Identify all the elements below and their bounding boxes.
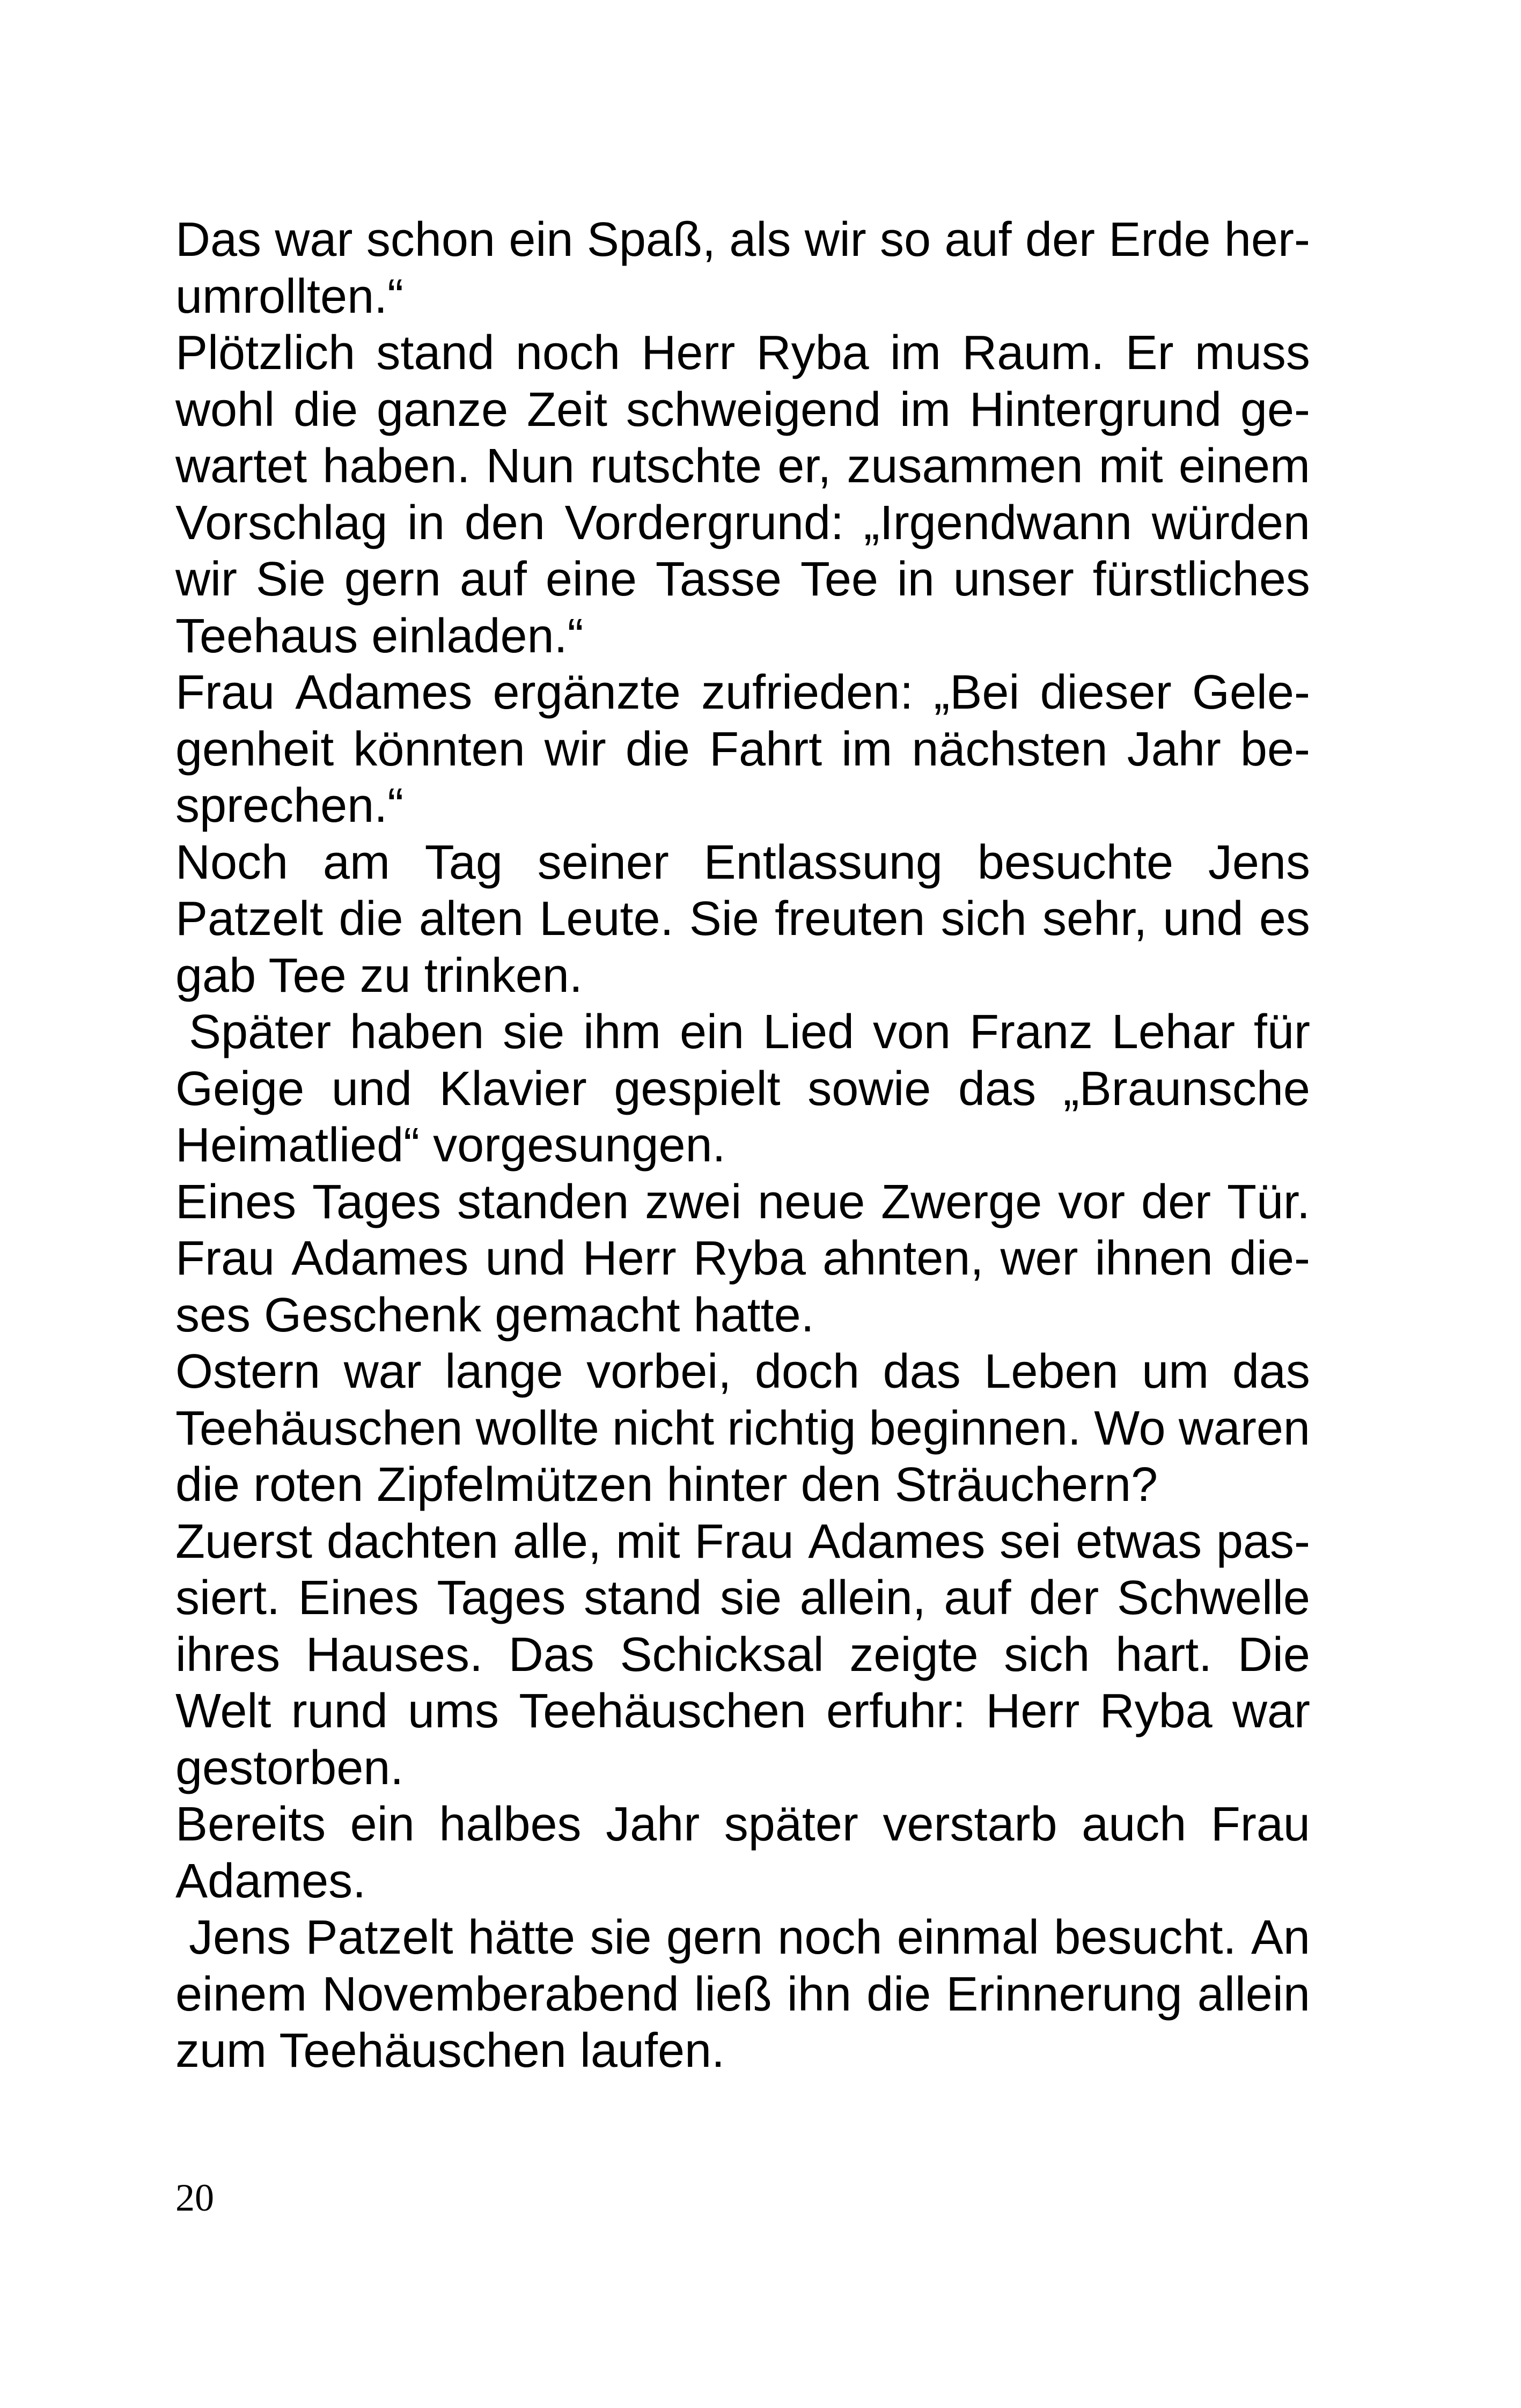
word: Zwerge xyxy=(881,1175,1042,1229)
word: Klavier xyxy=(439,1062,587,1116)
word: siert. xyxy=(175,1571,281,1625)
word: ums xyxy=(408,1684,499,1738)
word: erfuhr: xyxy=(826,1684,966,1738)
word: Herr xyxy=(986,1684,1080,1738)
text-line xyxy=(175,495,1310,552)
text-line: Heimatlied“ vorgesungen. xyxy=(175,1118,726,1172)
word: in xyxy=(897,553,935,606)
word: der xyxy=(1025,213,1096,267)
word: Jens xyxy=(175,1911,291,1964)
word: Später xyxy=(175,1005,332,1059)
word: die xyxy=(293,382,358,437)
word: Raum. xyxy=(962,326,1105,380)
word: Welt xyxy=(175,1684,271,1738)
text-line: die roten Zipfelmützen hinter den Sträuchern? xyxy=(175,1458,1158,1512)
word: Patzelt xyxy=(305,1911,453,1964)
word: Erinnerung xyxy=(946,1967,1182,2021)
word: zufrieden: xyxy=(701,666,914,719)
word: wir xyxy=(544,722,606,776)
word: von xyxy=(872,1005,951,1059)
word: wer xyxy=(1000,1232,1078,1285)
word: Jahr xyxy=(1127,722,1221,776)
word: wir xyxy=(175,553,237,606)
word: einmal xyxy=(897,1911,1039,1964)
word: lange xyxy=(445,1345,563,1398)
word: Novemberabend xyxy=(322,1967,679,2021)
word: könnten xyxy=(353,722,525,776)
word: alle, xyxy=(512,1514,601,1568)
word: ein xyxy=(350,1798,415,1851)
word: wir xyxy=(804,213,866,267)
word: rutschte xyxy=(590,439,762,493)
word: Noch xyxy=(175,835,289,889)
word: mit xyxy=(1098,439,1163,493)
word: Herr xyxy=(641,326,736,380)
text-line: gestorben. xyxy=(175,1741,404,1795)
word: Tages xyxy=(437,1571,566,1625)
text-line: Teehaus einladen.“ xyxy=(175,609,584,663)
word: standen xyxy=(457,1175,629,1229)
word: gern xyxy=(666,1911,763,1964)
word: später xyxy=(724,1798,858,1851)
word: Frau xyxy=(175,1232,275,1285)
word: Leute. xyxy=(539,892,674,946)
word: Hauses. xyxy=(305,1628,483,1682)
word: beginnen. xyxy=(869,1401,1081,1455)
word: ein xyxy=(509,213,574,267)
word: allein, xyxy=(799,1571,926,1625)
word: Lehar xyxy=(1111,1005,1236,1059)
text-line xyxy=(175,1796,1310,1853)
text-line: Adames. xyxy=(175,1854,366,1908)
word: sie xyxy=(719,1571,782,1625)
text-line xyxy=(175,1174,1310,1231)
word: er, xyxy=(777,439,832,493)
text-line: zum Teehäuschen laufen. xyxy=(175,2024,725,2078)
text-line: sprechen.“ xyxy=(175,779,404,833)
word: im xyxy=(900,382,951,437)
word: seiner xyxy=(537,835,669,889)
word: wartet xyxy=(175,439,307,493)
word: es xyxy=(1259,892,1310,946)
word: würden xyxy=(1151,496,1310,550)
text-line xyxy=(175,212,1310,269)
word: Sie xyxy=(689,892,759,946)
text-line: umrollten.“ xyxy=(175,269,404,323)
text-line xyxy=(175,891,1310,948)
word: Tasse xyxy=(655,553,782,606)
text-line xyxy=(175,1401,1310,1457)
word: rund xyxy=(291,1684,388,1738)
word: sie xyxy=(503,1005,565,1059)
word: Schicksal xyxy=(620,1628,824,1682)
word: Tag xyxy=(424,835,503,889)
word: im xyxy=(890,326,941,380)
word: in xyxy=(407,496,445,550)
word: mit xyxy=(615,1514,680,1568)
word: allein xyxy=(1197,1967,1310,2021)
word: nächsten xyxy=(912,722,1108,776)
text-line xyxy=(175,1061,1310,1118)
text-line xyxy=(175,835,1310,892)
word: neue xyxy=(758,1175,865,1229)
word: der xyxy=(1141,1175,1211,1229)
word: stand xyxy=(584,1571,702,1625)
word: vor xyxy=(1058,1175,1126,1229)
word: Tages xyxy=(312,1175,442,1229)
word: „Braunsche xyxy=(1063,1062,1310,1116)
word: Sie xyxy=(255,553,326,606)
word: besucht. xyxy=(1054,1911,1237,1964)
word: alten xyxy=(418,892,524,946)
word: ihn xyxy=(787,1967,852,2021)
word: im xyxy=(841,722,893,776)
word: und xyxy=(331,1062,412,1116)
word: doch xyxy=(754,1345,860,1398)
word: Nun xyxy=(486,439,575,493)
word: Hintergrund xyxy=(969,382,1222,437)
word: am xyxy=(322,835,390,889)
word: muss xyxy=(1194,326,1310,380)
word: ein xyxy=(679,1005,745,1059)
word: Fahrt xyxy=(709,722,822,776)
word: Vordergrund: xyxy=(564,496,844,550)
word: war xyxy=(1232,1684,1310,1738)
word: Frau xyxy=(694,1514,794,1568)
word: um xyxy=(1142,1345,1209,1398)
word: vorbei, xyxy=(586,1345,732,1398)
word: hätte xyxy=(467,1911,576,1964)
word: Das xyxy=(175,213,262,267)
word: einem xyxy=(175,1967,307,2021)
word: pas- xyxy=(1216,1514,1310,1568)
word: Adames xyxy=(291,1232,469,1285)
word: wollte xyxy=(475,1401,599,1455)
word: etwas xyxy=(1075,1514,1202,1568)
word: be- xyxy=(1240,722,1310,776)
word: sich xyxy=(940,892,1027,946)
text-line: ses Geschenk gemacht hatte. xyxy=(175,1288,814,1342)
word: Das xyxy=(508,1628,594,1682)
word: Bereits xyxy=(175,1798,326,1851)
word: noch xyxy=(515,326,621,380)
word: Erde xyxy=(1108,213,1211,267)
word: freuten xyxy=(775,892,925,946)
word: Frau xyxy=(1210,1798,1310,1851)
word: Herr xyxy=(582,1232,677,1285)
word: Adames xyxy=(808,1514,986,1568)
word: Leben xyxy=(984,1345,1119,1398)
word: Lied xyxy=(762,1005,855,1059)
text-line xyxy=(175,1344,1310,1401)
word: Plötzlich xyxy=(175,326,356,380)
word: zeigte xyxy=(849,1628,979,1682)
word: Adames xyxy=(295,666,473,719)
word: Eines xyxy=(298,1571,419,1625)
word: das xyxy=(958,1062,1037,1116)
word: ergänzte xyxy=(493,666,681,719)
word: stand xyxy=(376,326,495,380)
word: auf xyxy=(944,213,1012,267)
word: ahnten, xyxy=(822,1232,984,1285)
word: Gele- xyxy=(1192,666,1310,719)
word: schweigend xyxy=(626,382,881,437)
word: Zuerst xyxy=(175,1514,313,1568)
text-line xyxy=(175,1627,1310,1684)
word: Ryba xyxy=(1099,1684,1213,1738)
word: das xyxy=(883,1345,961,1398)
word: „Irgendwann xyxy=(863,496,1133,550)
word: Die xyxy=(1237,1628,1310,1682)
text-line: gab Tee zu trinken. xyxy=(175,948,583,1003)
word: ganze xyxy=(376,382,509,437)
word: zwei xyxy=(645,1175,742,1229)
word: Jens xyxy=(1208,835,1310,889)
word: auf xyxy=(459,553,527,606)
word: Patzelt xyxy=(175,892,324,946)
word: die xyxy=(866,1967,931,2021)
word: Er xyxy=(1125,326,1174,380)
word: Ostern xyxy=(175,1345,321,1398)
word: ihnen xyxy=(1094,1232,1213,1285)
word: genheit xyxy=(175,722,334,776)
text-line xyxy=(175,1231,1310,1287)
word: sie xyxy=(590,1911,652,1964)
word: Vorschlag xyxy=(175,496,388,550)
word: so xyxy=(880,213,931,267)
word: hart. xyxy=(1115,1628,1213,1682)
word: Schwelle xyxy=(1116,1571,1310,1625)
word: Frau xyxy=(175,666,275,719)
text-line xyxy=(175,1910,1310,1967)
text-line xyxy=(175,1514,1310,1571)
word: einem xyxy=(1178,439,1310,493)
text-line xyxy=(175,1967,1310,2023)
word: nicht xyxy=(612,1401,715,1455)
word: halbes xyxy=(439,1798,582,1851)
word: Geige xyxy=(175,1062,305,1116)
word: ge- xyxy=(1240,382,1310,437)
word: Ryba xyxy=(693,1232,806,1285)
text-line xyxy=(175,325,1310,382)
word: ihres xyxy=(175,1628,281,1682)
word: gespielt xyxy=(614,1062,781,1116)
word: Eines xyxy=(175,1175,297,1229)
word: und xyxy=(485,1232,566,1285)
word: haben. xyxy=(322,439,471,493)
text-line xyxy=(175,721,1310,778)
word: waren xyxy=(1178,1401,1310,1455)
word: sowie xyxy=(807,1062,931,1116)
word: ließ xyxy=(694,1967,772,2021)
word: Zeit xyxy=(526,382,607,437)
word: her- xyxy=(1224,213,1310,267)
word: Jahr xyxy=(606,1798,700,1851)
word: die xyxy=(339,892,403,946)
text-line xyxy=(175,438,1310,495)
word: „Bei xyxy=(934,666,1020,719)
word: den xyxy=(464,496,545,550)
text-line xyxy=(175,382,1310,439)
word: noch xyxy=(777,1911,883,1964)
word: ihm xyxy=(583,1005,662,1059)
text-line xyxy=(175,1570,1310,1627)
word: als xyxy=(729,213,791,267)
word: besuchte xyxy=(977,835,1174,889)
word: eine xyxy=(545,553,637,606)
text-line xyxy=(175,665,1310,721)
word: das xyxy=(1232,1345,1310,1398)
word: wohl xyxy=(175,382,275,437)
word: auf xyxy=(944,1571,1011,1625)
word: Spaß, xyxy=(586,213,716,267)
word: Franz xyxy=(969,1005,1093,1059)
word: der xyxy=(1029,1571,1099,1625)
word: richtig xyxy=(727,1401,856,1455)
word: Teehäuschen xyxy=(175,1401,463,1455)
word: gern xyxy=(344,553,441,606)
word: Entlassung xyxy=(703,835,943,889)
word: fürstliches xyxy=(1092,553,1310,606)
word: zusammen xyxy=(847,439,1083,493)
page-number: 20 xyxy=(175,2176,214,2219)
word: Tee xyxy=(800,553,878,606)
word: Tür. xyxy=(1226,1175,1310,1229)
word: dachten xyxy=(326,1514,499,1568)
word: schon xyxy=(366,213,495,267)
word: die xyxy=(625,722,690,776)
word: sehr, xyxy=(1042,892,1148,946)
word: für xyxy=(1253,1005,1310,1059)
text-line xyxy=(175,1683,1310,1740)
word: unser xyxy=(953,553,1074,606)
word: dieser xyxy=(1040,666,1172,719)
word: Wo xyxy=(1094,1401,1166,1455)
word: die- xyxy=(1229,1232,1310,1285)
word: haben xyxy=(350,1005,484,1059)
word: verstarb xyxy=(883,1798,1057,1851)
word: An xyxy=(1251,1911,1310,1964)
word: war xyxy=(275,213,353,267)
text-line xyxy=(175,1004,1310,1061)
word: sich xyxy=(1004,1628,1090,1682)
body-text xyxy=(175,212,1310,2080)
word: sei xyxy=(1000,1514,1062,1568)
word: Ryba xyxy=(756,326,869,380)
word: und xyxy=(1163,892,1244,946)
text-line xyxy=(175,551,1310,608)
word: war xyxy=(343,1345,422,1398)
word: auch xyxy=(1082,1798,1187,1851)
word: Teehäuschen xyxy=(519,1684,806,1738)
